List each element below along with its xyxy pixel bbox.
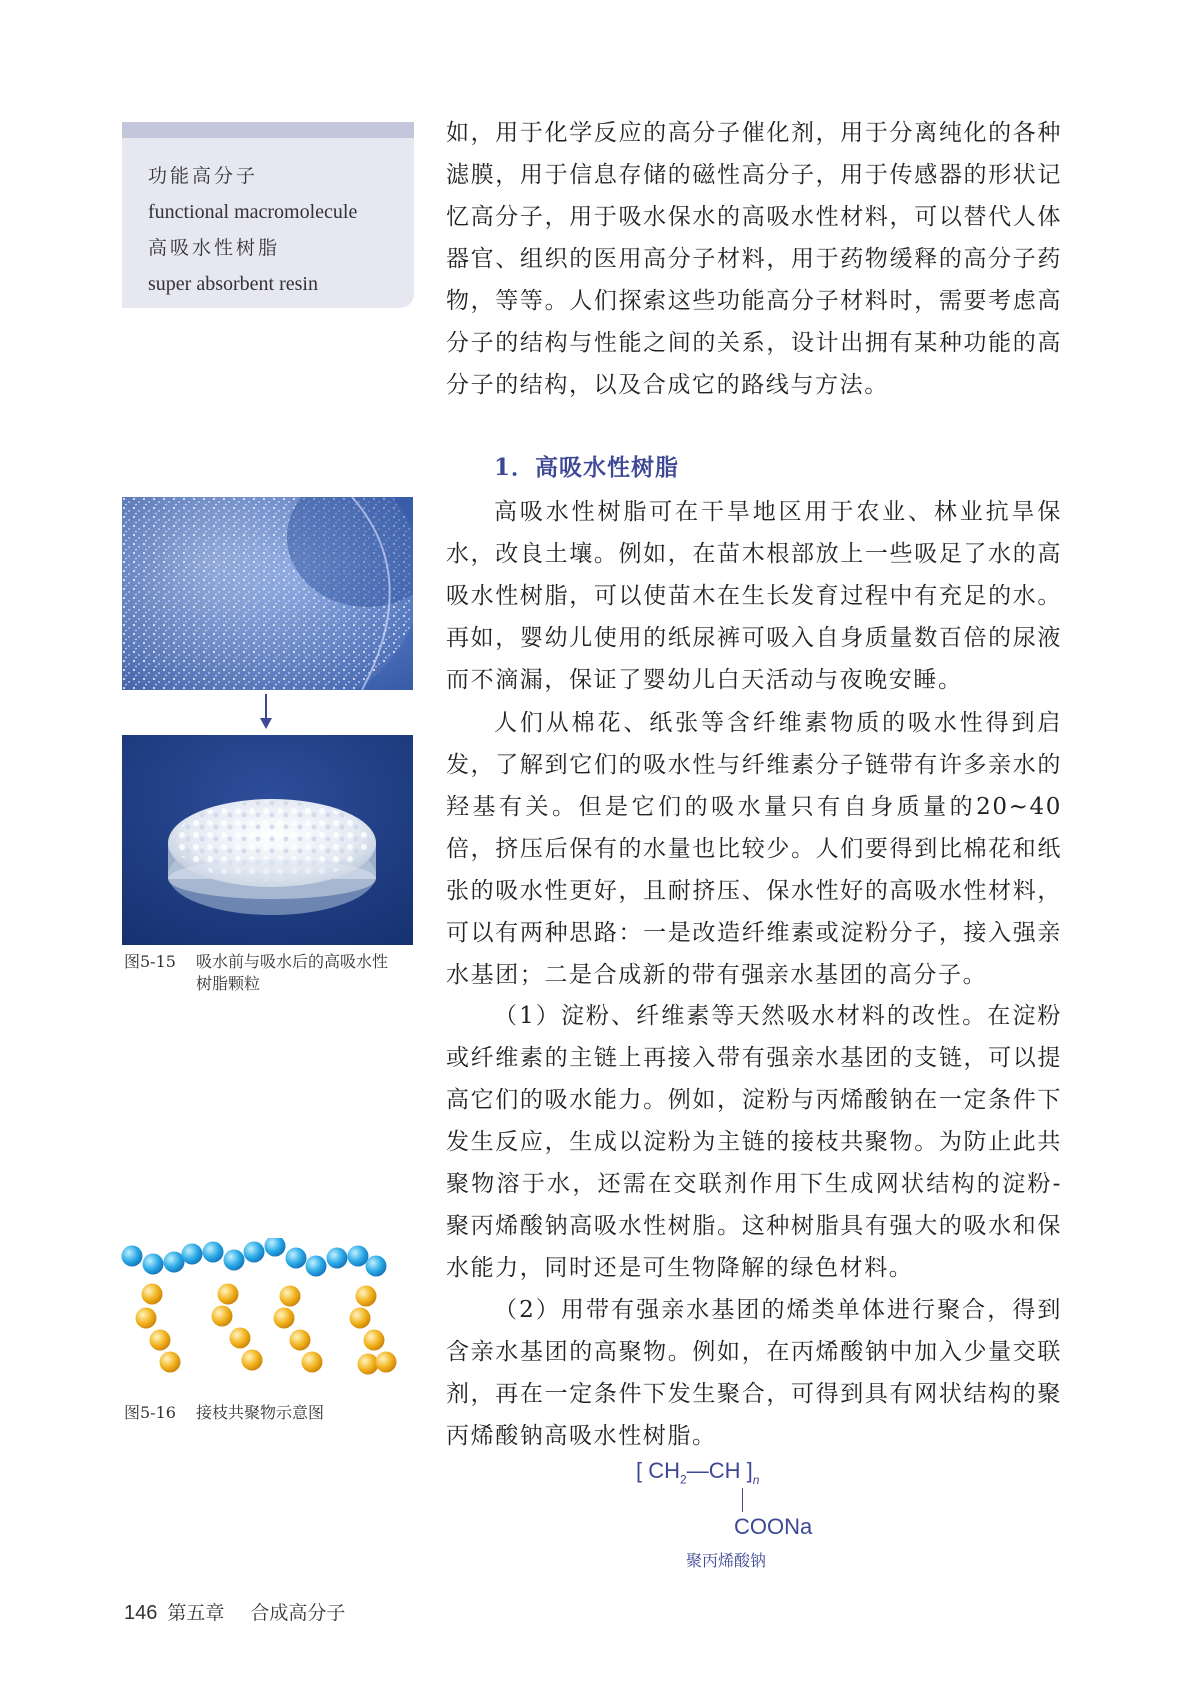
backbone-unit xyxy=(306,1256,327,1277)
paragraph: 高吸水性树脂可在干旱地区用于农业、林业抗旱保水，改良土壤。例如，在苗木根部放上一些吸足了水的高吸水性树脂，可以使苗木在生长发育过程中有充足的水。再如，婴幼儿使用的纸尿裤可吸入自身质量数百倍的尿液而不滴漏，保证了婴幼儿白天活动与夜晚安睡。 xyxy=(446,499,1062,693)
formula-side-group: COONa xyxy=(734,1514,813,1539)
glossary-term-en: functional macromolecule xyxy=(148,201,358,223)
backbone-unit xyxy=(327,1248,348,1269)
branch-unit xyxy=(242,1350,263,1371)
backbone-unit xyxy=(348,1246,369,1267)
backbone-unit xyxy=(203,1242,224,1263)
graft-copolymer-diagram xyxy=(120,1238,420,1398)
figure-5-15-caption xyxy=(124,951,388,995)
chapter-number: 第五章 xyxy=(167,1602,225,1624)
resin-after-photo xyxy=(122,735,413,945)
caption-text: 接枝共聚物示意图 xyxy=(196,1403,325,1422)
backbone-unit xyxy=(122,1246,143,1267)
branch-unit xyxy=(302,1352,323,1373)
figure-number: 图5-15 xyxy=(124,952,176,971)
intro-paragraph: 如，用于化学反应的高分子催化剂，用于分离纯化的各种滤膜，用于信息存储的磁性高分子，用于传感器的形状记忆高分子，用于吸水保水的高吸水性材料，可以替代人体器官、组织的医用高分子材料，用于药物缓释的高分子药物，等等。人们探索这些功能高分子材料时，需要考虑高分子的结构与性能之间的关系，设计出拥有某种功能的高分子的结构，以及合成它的路线与方法。 xyxy=(446,120,1062,398)
resin-before-photo xyxy=(122,497,413,690)
backbone-unit xyxy=(265,1238,286,1257)
backbone-unit xyxy=(164,1252,185,1273)
formula-repeat-unit: [ $CH_2—CH$ ]$_n$ xyxy=(636,1458,760,1487)
branch-unit xyxy=(218,1284,239,1305)
page-number: 146 xyxy=(124,1602,158,1624)
chapter-title: 合成高分子 xyxy=(250,1602,346,1624)
paragraph: 人们从棉花、纸张等含纤维素物质的吸水性得到启发，了解到它们的吸水性与纤维素分子链带有许多亲水的羟基有关。但是它们的吸水量只有自身质量的20~40倍，挤压后保有的水量也比较少。人们要得到比棉花和纸张的吸水性更好，且耐挤压、保水性好的高吸水性材料，可以有两种思路：一是改造纤维素或淀粉分子，接入强亲水基团；二是合成新的带有强亲水基团的高分子。 xyxy=(446,710,1062,988)
branch-unit xyxy=(212,1306,233,1327)
caption-line: 吸水前与吸水后的高吸水性 xyxy=(196,952,389,971)
branch-unit xyxy=(150,1330,171,1351)
branch-unit xyxy=(376,1352,397,1373)
branch-unit xyxy=(290,1330,311,1351)
branch-unit xyxy=(356,1286,377,1307)
page-footer xyxy=(124,1598,345,1625)
branch-unit xyxy=(280,1286,301,1307)
sodium-polyacrylate-formula xyxy=(636,1458,856,1568)
branch-unit xyxy=(230,1328,251,1349)
formula-label: 聚丙烯酸钠 xyxy=(686,1551,767,1570)
backbone-unit xyxy=(366,1256,387,1277)
figure-number: 图5-16 xyxy=(124,1403,176,1422)
backbone-unit xyxy=(286,1248,307,1269)
branch-unit xyxy=(274,1308,295,1329)
branch-unit xyxy=(350,1308,371,1329)
paragraph: （1）淀粉、纤维素等天然吸水材料的改性。在淀粉或纤维素的主链上再接入带有强亲水基团的支链，可以提高它们的吸水能力。例如，淀粉与丙烯酸钠在一定条件下发生反应，生成以淀粉为主链的接枝共聚物。为防止此共聚物溶于水，还需在交联剂作用下生成网状结构的淀粉-聚丙烯酸钠高吸水性树脂。这种树脂具有强大的吸水和保水能力，同时还是可生物降解的绿色材料。 xyxy=(446,1003,1062,1281)
formula-bond xyxy=(742,1488,743,1512)
glossary-box xyxy=(122,122,414,308)
glossary-term-zh: 功能高分子 xyxy=(148,165,259,187)
branch-unit xyxy=(142,1284,163,1305)
paragraph: （2）用带有强亲水基团的烯类单体进行聚合，得到含亲水基团的高聚物。例如，在丙烯酸钠中加入少量交联剂，再在一定条件下发生聚合，可得到具有网状结构的聚丙烯酸钠高吸水性树脂。 xyxy=(446,1297,1062,1449)
branch-unit xyxy=(136,1308,157,1329)
backbone-unit xyxy=(182,1244,203,1265)
caption-line: 树脂颗粒 xyxy=(196,974,261,993)
glossary-term-en: super absorbent resin xyxy=(148,273,318,295)
branch-unit xyxy=(358,1354,379,1375)
section-heading: 1．高吸水性树脂 xyxy=(494,454,680,481)
arrow-down-icon xyxy=(258,694,274,730)
glossary-term-zh: 高吸水性树脂 xyxy=(148,237,281,259)
backbone-unit xyxy=(143,1254,164,1275)
branch-unit xyxy=(160,1352,181,1373)
branch-unit xyxy=(364,1330,385,1351)
backbone-unit xyxy=(224,1250,245,1271)
backbone-unit xyxy=(244,1242,265,1263)
figure-5-16-caption xyxy=(124,1402,324,1424)
